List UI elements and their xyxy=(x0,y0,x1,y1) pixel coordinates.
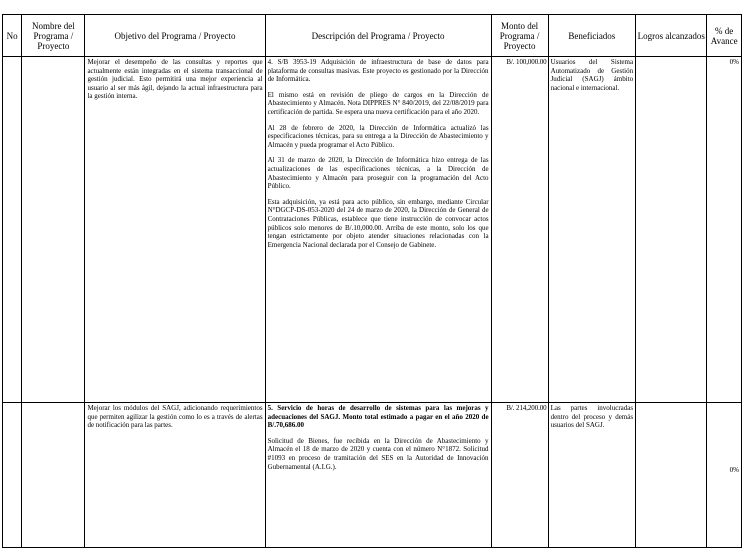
cell-beneficiados: Usuarios del Sistema Automatizado de Gestión Judicial (SAGJ) ámbito nacional e internacional. xyxy=(548,57,636,403)
header-logros: Logros alcanzados xyxy=(636,15,707,57)
cell-objetivo: Mejorar el desempeño de las consultas y reportes que actualmente están integradas en el sistema transaccional de gestión judicial. Esto permitirá una mejor experiencia al usuario al ser más ágil, dejando la actual infraestructura para la gestión interna. xyxy=(85,57,265,403)
cell-nombre xyxy=(22,403,85,548)
description-paragraph: 4. S/B 3953-19 Adquisición de infraestructura de base de datos para plataforma de consultas masivas. Este proyecto es gestionado por la Dirección de Informática. xyxy=(267,58,489,84)
programs-table xyxy=(2,14,742,548)
cell-monto: B/. 100,000.00 xyxy=(491,57,548,403)
cell-descripcion xyxy=(265,403,491,548)
table-row xyxy=(3,57,742,403)
cell-avance xyxy=(707,403,742,548)
header-monto: Monto del Programa / Proyecto xyxy=(491,15,548,57)
table-header-row xyxy=(3,15,742,57)
header-avance: % de Avance xyxy=(707,15,742,57)
header-no: No xyxy=(3,15,22,57)
cell-no xyxy=(3,57,22,403)
cell-avance: 0% xyxy=(707,57,742,403)
description-paragraph: Esta adquisición, ya está para acto público, sin embargo, mediante Circular N°DGCP-DS-053-2020 del 24 de marzo de 2020, la Dirección de General de Contrataciones Públicas, establece que tiene instrucción de convocar actos públicos solo menores de B/.10,000.00. Arriba de este monto, solo los que tengan estrictamente por objeto atender situaciones relacionadas con la Emergencia Nacional declarada por el Consejo de Gabinete. xyxy=(267,197,489,249)
header-beneficiados: Beneficiados xyxy=(548,15,636,57)
header-descripcion: Descripción del Programa / Proyecto xyxy=(265,15,491,57)
description-paragraph: El mismo está en revisión de pliego de cargos en la Dirección de Abastecimiento y Almacén. Nota DIPPRES N° 840/2019, del 22/08/2019 para certificación de partida. Se espera una nueva certificación para el año 2020. xyxy=(267,90,489,116)
description-paragraph: Al 31 de marzo de 2020, la Dirección de Informática hizo entrega de las actualizaciones de las especificaciones técnicas, a la Dirección de Abastecimiento y Almacén para proseguir con la programación del Acto Público. xyxy=(267,156,489,191)
cell-logros xyxy=(636,403,707,548)
cell-nombre xyxy=(22,57,85,403)
header-nombre: Nombre del Programa / Proyecto xyxy=(22,15,85,57)
header-objetivo: Objetivo del Programa / Proyecto xyxy=(85,15,265,57)
cell-monto: B/. 214,200.00 xyxy=(491,403,548,548)
cell-descripcion xyxy=(265,57,491,403)
description-paragraph: Solicitud de Bienes, fue recibida en la Dirección de Abastecimiento y Almacén el 18 de marzo de 2020 y cuenta con el número N°1872. Solicitud #1093 en proceso de tramitación del SES en la Autoridad de Innovación Gubernamental (A.I.G.). xyxy=(267,436,489,471)
cell-beneficiados: Las partes involucradas dentro del proceso y demás usuarios del SAGJ. xyxy=(548,403,636,548)
cell-logros xyxy=(636,57,707,403)
cell-no xyxy=(3,403,22,548)
table-row xyxy=(3,403,742,548)
cell-objetivo: Mejorar los módulos del SAGJ, adicionando requerimientos que permiten agilizar la gestión como lo es a través de alertas de notificación para las partes. xyxy=(85,403,265,548)
avance-value: 0% xyxy=(729,466,739,474)
description-paragraph: Al 28 de febrero de 2020, la Dirección de Informática actualizó las especificaciones técnicas, para su entrega a la Dirección de Abastecimiento y Almacén y pueda programar el Acto Público. xyxy=(267,123,489,149)
description-paragraph: 5. Servicio de horas de desarrollo de sistemas para las mejoras y adecuaciones del SAGJ. Monto total estimado a pagar en el año 2020 de B/.70,686.00 xyxy=(267,404,489,430)
